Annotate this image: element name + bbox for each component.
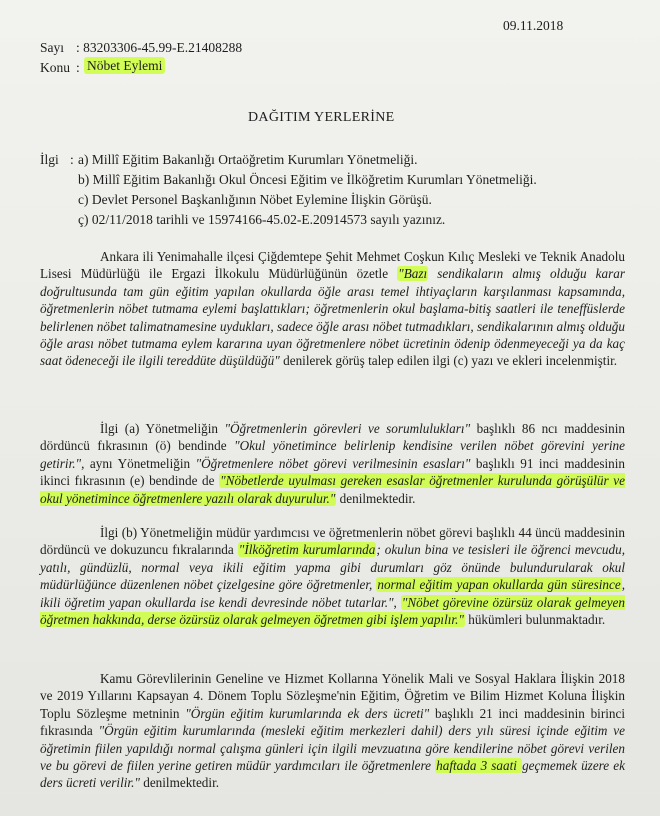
p4-text-3: denilmektedir. bbox=[139, 775, 220, 791]
ilgi-item-b: b) Millî Eğitim Bakanlığı Okul Öncesi Eğitim ve İlköğretim Kurumları Yönetmeliği. bbox=[78, 172, 537, 187]
paragraph-2 bbox=[40, 420, 625, 507]
p3-quote-2: ; okulun bina ve tesisleri ile öğrenci mevcudu, yatılı, gündüzlü, normal veya ikili eğitim yapma gibi durumları göz önünde bulundurularak okul müdürlüğünce düzenlenen nöbet çizelgesine göre öğretmenler, bbox=[40, 542, 625, 593]
p2-text-2: başlıklı 86 ncı maddesinin dördüncü fıkrasının (ö) bendinde bbox=[40, 421, 625, 454]
p2-quote-1: "Öğretmenlerin görevleri ve sorumlulukları" bbox=[224, 421, 471, 436]
p1-text-1: Ankara ili Yenimahalle ilçesi Çiğdemtepe Şehit Mehmet Coşkun Kılıç Mesleki ve Teknik Anadolu Lisesi Müdürlüğü ile Ergazi İlkokulu Müdürlüğünün özetle bbox=[40, 249, 625, 282]
p2-text-1: İlgi (a) Yönetmeliğin bbox=[100, 421, 225, 436]
konu-value bbox=[84, 58, 165, 74]
document-date: 09.11.2018 bbox=[503, 18, 564, 33]
konu-colon: : bbox=[76, 60, 80, 75]
ilgi-item-a: a) Millî Eğitim Bakanlığı Ortaöğretim Kurumları Yönetmeliği. bbox=[78, 152, 418, 167]
ilgi-list bbox=[78, 152, 537, 232]
ilgi-item-c: c) Devlet Personel Başkanlığının Nöbet Eylemine İlişkin Görüşü. bbox=[78, 192, 432, 207]
p4-quote-4: geçmemek üzere ek ders ücreti verilir." bbox=[40, 758, 625, 791]
p4-quote-3-highlight: haftada 3 saati bbox=[436, 758, 522, 774]
ilgi-item-cc: ç) 02/11/2018 tarihli ve 15974166-45.02-E.20914573 sayılı yazınız. bbox=[78, 212, 446, 227]
ilgi-label: İlgi bbox=[40, 152, 59, 167]
konu-value-text: Nöbet Eylemi bbox=[84, 57, 165, 74]
p3-quote-1-highlight: "İlköğretim kurumlarında bbox=[238, 542, 376, 558]
p1-text-2: denilerek görüş talep edilen ilgi (c) yazı ve ekleri incelenmiştir. bbox=[279, 353, 618, 369]
sayi-label: Sayı bbox=[40, 40, 65, 55]
ilgi-colon: : bbox=[70, 152, 74, 167]
paragraph-4 bbox=[40, 670, 625, 792]
p3-quote-5-highlight: "Nöbet görevine özürsüz olarak gelmeyen öğretmen hakkında, derse özürsüz olarak gelmeyen öğretmen gibi işlem yapılır." bbox=[40, 594, 625, 628]
p1-quote-highlight: "Bazı bbox=[398, 266, 428, 282]
p2-quote-4-highlight: "Nöbetlerde uyulması gereken esaslar öğretmenler kurulunda görüşülür ve okul yönetimince öğretmenlere yazılı olarak duyurulur." bbox=[40, 473, 625, 506]
p3-text-2: , bbox=[393, 594, 401, 610]
p1-quote: sendikaların almış olduğu karar doğrultusunda tam gün eğitim yapılan okullarda öğle arası temel ihtiyaçların karşılanması kapsamında, öğretmenlerin nöbet tutmama eylemi başlattıkları; öğretmenlerin okul başlama-bitiş saatleri ile teneffüslerde belirlenen nöbet talimatnamesine uydukları, sadece öğle arası nöbet tutmadıkları, sendikalarının almış olduğu öğle arası nöbet tutmama eylem kararına uyan öğretmenlere nöbet ücretinin ödenip ödenmeyeceği ya da kaç saat ödeneceği ile ilgili tereddüte düşüldüğü" bbox=[40, 266, 625, 369]
p2-quote-2: "Okul yönetimince belirlenip kendisine verilen nöbet görevini yerine getirir." bbox=[40, 438, 625, 471]
p4-text-2: başlıklı 21 inci maddesinin birinci fıkrasında bbox=[40, 705, 625, 739]
p3-quote-4: , ikili öğretim yapan okullarda ise kendi devresinde nöbet tutarlar." bbox=[40, 577, 625, 610]
paragraph-1 bbox=[40, 248, 625, 370]
p3-quote-3-highlight: normal eğitim yapan okullarda gün süresince bbox=[377, 577, 621, 593]
paragraph-3 bbox=[40, 524, 625, 628]
p4-quote-2: "Örgün eğitim kurumlarında (mesleki eğitim merkezleri dahil) ders yılı süresi içinde eğitim ve öğretimin fiilen yapıldığı normal çalışma günleri için ilgili mevzuatına göre kendilerine nöbet görevi verilen ve bu görevi de fiilen yerine getiren müdür yardımcıları ile öğretmenlere bbox=[40, 723, 625, 774]
p4-quote-1: "Örgün eğitim kurumlarında ek ders ücreti" bbox=[185, 705, 430, 721]
p3-text-1: İlgi (b) Yönetmeliğin müdür yardımcısı ve öğretmenlerin nöbet görevi başlıklı 44 üncü maddesinin dördüncü ve dokuzuncu fıkralarında bbox=[40, 525, 625, 558]
p3-text-3: hükümleri bulunmaktadır. bbox=[464, 612, 606, 628]
konu-label: Konu bbox=[40, 60, 70, 75]
p2-text-3: , aynı Yönetmeliğin bbox=[81, 455, 196, 471]
sayi-value: : 83203306-45.99-E.21408288 bbox=[76, 40, 243, 55]
document-title: DAĞITIM YERLERİNE bbox=[248, 110, 395, 125]
p2-quote-3: "Öğretmenlere nöbet görevi verilmesinin esasları" bbox=[195, 455, 471, 471]
p2-text-5: denilmektedir. bbox=[336, 490, 416, 506]
p4-text-1: Kamu Görevlilerinin Geneline ve Hizmet Kollarına Yönelik Mali ve Sosyal Haklara İlişkin 2018 ve 2019 Yıllarını Kapsayan 4. Dönem Toplu Sözleşme'nin Eğitim, Öğretim ve Bilim Hizmet Koluna İlişkin Toplu Sözleşme metninin bbox=[40, 671, 625, 721]
p2-text-4: başlıklı 91 inci maddesinin ikinci fıkrasının (e) bendinde de bbox=[40, 455, 625, 489]
